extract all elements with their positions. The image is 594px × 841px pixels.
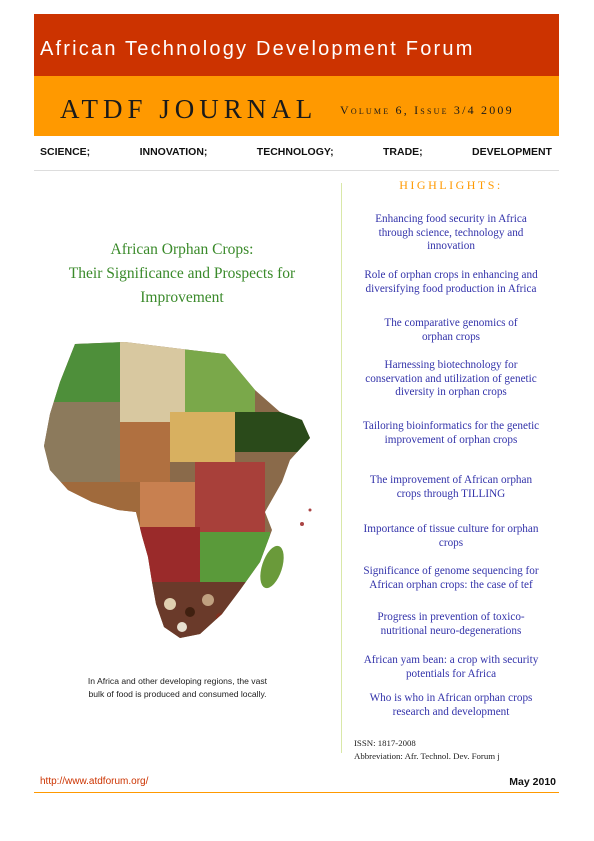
highlight-item (346, 317, 556, 344)
highlight-line: Progress in prevention of toxico- (377, 611, 525, 623)
volume-issue: Volume 6, Issue 3/4 2009 (340, 103, 514, 117)
highlight-line: orphan crops (421, 330, 481, 343)
highlight-item (346, 692, 556, 719)
website-link[interactable]: http://www.atdforum.org/ (40, 776, 149, 787)
highlight-line: research and development (392, 705, 510, 718)
highlight-line: Tailoring bioinformatics for the genetic (362, 420, 540, 432)
highlight-item (346, 359, 556, 400)
issue-date: May 2010 (509, 776, 556, 788)
africa-map-graphic (40, 342, 330, 642)
highlight-line: Who is who in African orphan crops (369, 692, 533, 704)
highlight-line: Role of orphan crops in enhancing and (364, 269, 538, 281)
highlight-item (346, 523, 556, 550)
divider (34, 170, 559, 171)
africa-crop-collage-map (40, 342, 330, 642)
topic-innovation: INNOVATION; (139, 146, 208, 158)
highlight-item (346, 474, 556, 501)
highlight-line: Harnessing biotechnology for (384, 359, 518, 371)
highlight-item (346, 420, 556, 447)
topic-trade: TRADE; (382, 146, 423, 158)
feature-title-line: Their Significance and Prospects for (68, 265, 296, 282)
highlight-line: The improvement of African orphan (369, 474, 533, 486)
highlight-line: diversifying food production in Africa (365, 282, 537, 295)
map-caption (70, 675, 285, 701)
highlight-line: through science, technology and (378, 226, 524, 239)
feature-title (40, 238, 324, 310)
journal-abbreviation: Abbreviation: Afr. Technol. Dev. Forum j (354, 751, 500, 761)
highlights-heading: HIGHLIGHTS: (399, 178, 503, 192)
highlight-line: nutritional neuro-degenerations (380, 624, 522, 637)
highlight-line: potentials for Africa (405, 667, 497, 680)
highlight-line: African orphan crops: the case of tef (369, 578, 533, 591)
highlight-line: crops (438, 536, 464, 549)
column-divider (341, 183, 342, 753)
highlight-line: The comparative genomics of (384, 317, 518, 329)
highlight-line: Enhancing food security in Africa (375, 213, 527, 225)
issn-block (354, 737, 564, 763)
highlight-line: Significance of genome sequencing for (363, 565, 539, 577)
highlight-line: Importance of tissue culture for orphan (363, 523, 539, 535)
highlight-item (346, 611, 556, 638)
highlight-item (346, 654, 556, 681)
highlight-line: innovation (427, 240, 475, 252)
caption-line: In Africa and other developing regions, the vast (87, 676, 268, 686)
highlight-line: African yam bean: a crop with security (363, 654, 539, 666)
highlight-line: improvement of orphan crops (384, 433, 518, 446)
forum-title: African Technology Development Forum (40, 38, 475, 60)
feature-title-line: Improvement (140, 289, 224, 306)
caption-line: bulk of food is produced and consumed locally. (88, 689, 267, 699)
journal-title: ATDF JOURNAL (60, 94, 318, 124)
highlight-line: conservation and utilization of genetic (365, 372, 537, 385)
highlight-item (346, 213, 556, 254)
issn-number: ISSN: 1817-2008 (354, 738, 416, 748)
highlight-line: diversity in orphan crops (395, 386, 507, 398)
topic-technology: TECHNOLOGY; (256, 146, 334, 158)
topic-development: DEVELOPMENT (472, 146, 552, 158)
highlight-line: crops through TILLING (396, 487, 506, 500)
topic-bar (40, 146, 552, 162)
footer-divider (34, 792, 559, 793)
highlight-item (346, 269, 556, 296)
highlight-item (346, 565, 556, 592)
topic-science: SCIENCE; (40, 146, 91, 158)
feature-title-line: African Orphan Crops: (110, 241, 254, 258)
